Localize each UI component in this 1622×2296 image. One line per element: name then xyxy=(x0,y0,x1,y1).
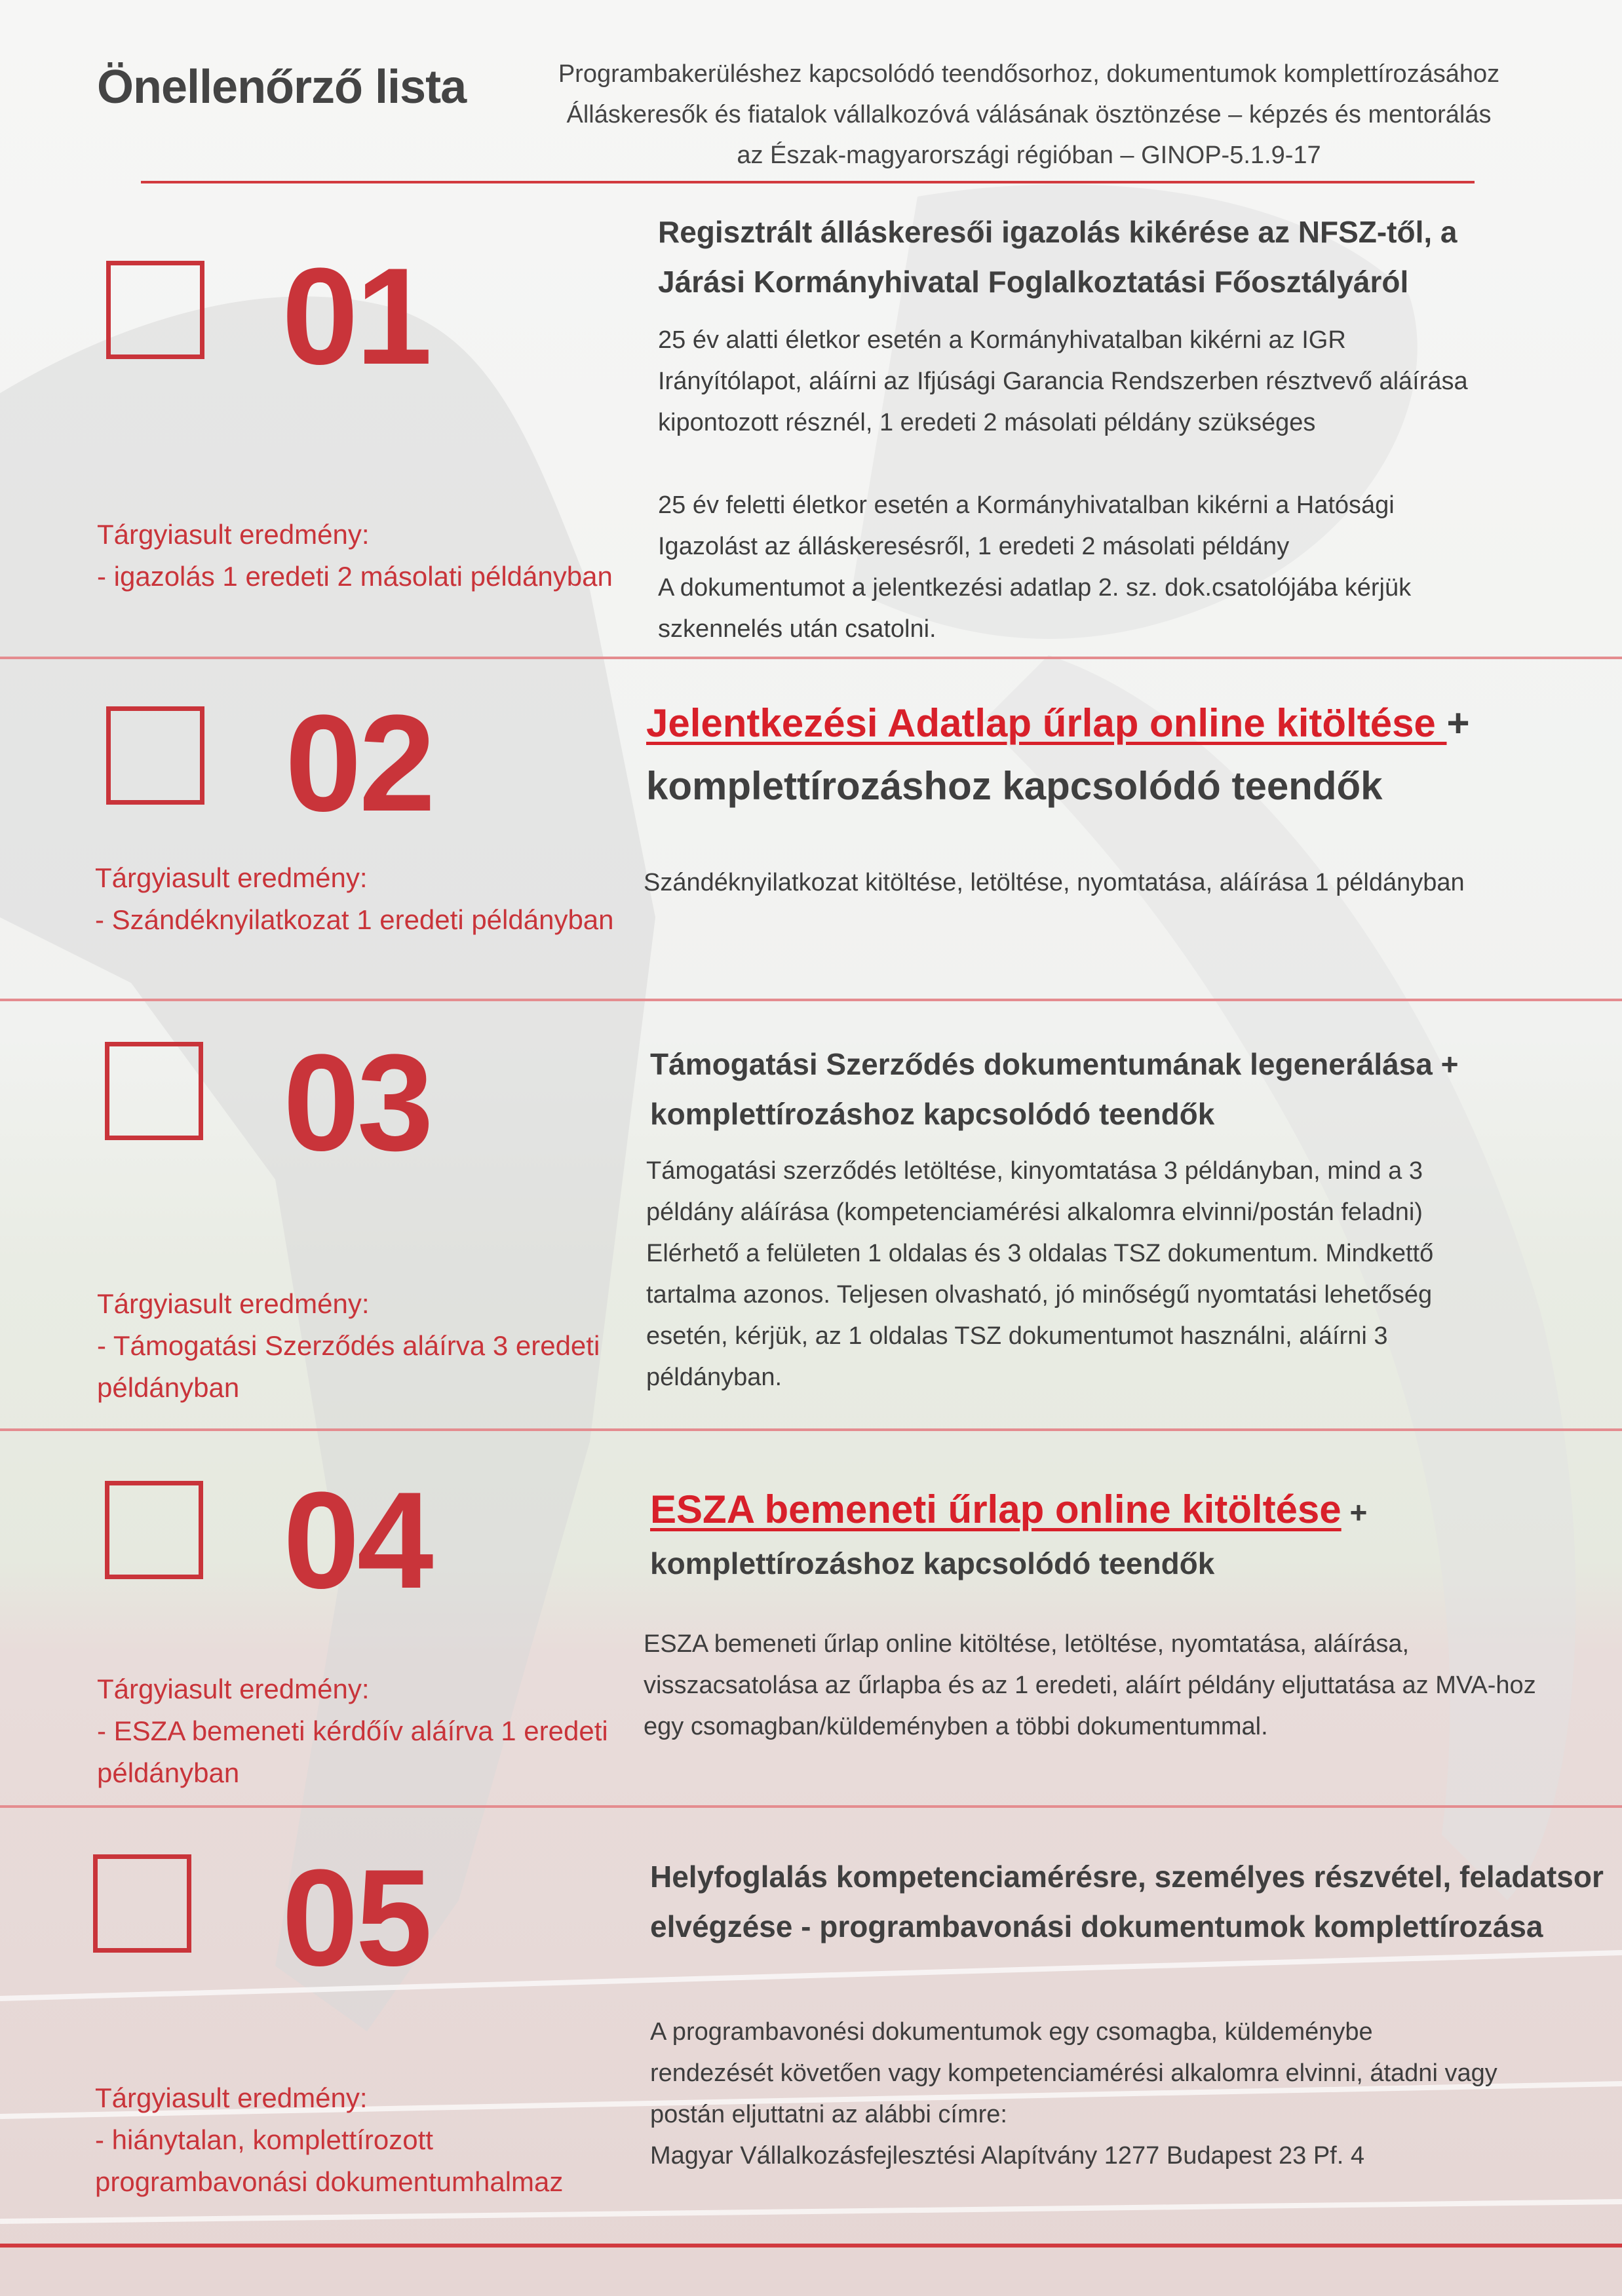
subtitle-line: Programbakerüléshez kapcsolódó teendősorhoz, dokumentumok komplettírozásához xyxy=(558,60,1500,88)
body-line: rendezését követően vagy kompetenciamérési alkalomra elvinni, átadni vagy xyxy=(650,2059,1497,2087)
checkbox-05[interactable] xyxy=(93,1854,191,1953)
heading-line: komplettírozáshoz kapcsolódó teendők xyxy=(650,1097,1215,1131)
result-text: - Támogatási Szerződés aláírva 3 eredeti xyxy=(97,1330,600,1361)
checkbox-02[interactable] xyxy=(106,706,204,805)
heading-line: elvégzése - programbavonási dokumentumok komplettírozása xyxy=(650,1909,1543,1943)
heading-line: Regisztrált álláskeresői igazolás kikérése az NFSZ-től, a xyxy=(658,215,1458,249)
body-spacer xyxy=(658,444,1468,485)
heading-line: komplettírozáshoz kapcsolódó teendők xyxy=(646,764,1383,808)
online-form-link[interactable]: ESZA bemeneti űrlap online kitöltése xyxy=(650,1487,1342,1531)
section-heading xyxy=(650,1852,1604,1951)
footer-divider xyxy=(0,2244,1622,2248)
body-line: példány aláírása (kompetenciamérési alkalomra elvinni/postán feladni) xyxy=(646,1198,1423,1226)
result-block xyxy=(95,2077,685,2203)
heading-line: Járási Kormányhivatal Foglalkoztatási Főosztályáról xyxy=(658,265,1409,299)
section-number: 02 xyxy=(285,686,433,840)
body-line: 25 év alatti életkor esetén a Kormányhivatalban kikérni az IGR xyxy=(658,326,1346,354)
body-line: példányban. xyxy=(646,1364,782,1391)
result-block xyxy=(97,1283,687,1409)
result-label: Tárgyiasult eredmény: xyxy=(95,2082,368,2113)
result-text: - ESZA bemeneti kérdőív aláírva 1 eredeti xyxy=(97,1715,608,1746)
result-text: programbavonási dokumentumhalmaz xyxy=(95,2166,564,2197)
heading-plus: + xyxy=(1341,1495,1368,1529)
result-label: Tárgyiasult eredmény: xyxy=(95,862,368,893)
body-line: tartalma azonos. Teljesen olvasható, jó minőségű nyomtatási lehetőség xyxy=(646,1281,1433,1309)
section-heading xyxy=(658,207,1458,307)
section-number: 03 xyxy=(283,1025,431,1179)
result-block xyxy=(97,514,687,598)
body-line: esetén, kérjük, az 1 oldalas TSZ dokumentumot használni, aláírni 3 xyxy=(646,1322,1388,1350)
subtitle-line: az Észak-magyarországi régióban – GINOP-5.1.9-17 xyxy=(737,142,1321,169)
heading-line: Támogatási Szerződés dokumentumának legenerálása + xyxy=(650,1047,1459,1081)
body-line: Irányítólapot, aláírni az Ifjúsági Garancia Rendszerben résztvevő aláírása xyxy=(658,368,1468,395)
section-number: 01 xyxy=(282,239,430,393)
section-divider xyxy=(0,999,1622,1001)
result-text: példányban xyxy=(97,1757,240,1788)
result-block xyxy=(97,1668,687,1794)
result-text: példányban xyxy=(97,1372,240,1403)
body-line: postán eljuttatni az alábbi címre: xyxy=(650,2101,1007,2128)
body-line: visszacsatolása az űrlapba és az 1 eredeti, aláírt példány eljuttatása az MVA-hoz xyxy=(644,1672,1536,1699)
heading-line: Helyfoglalás kompetenciamérésre, személyes részvétel, feladatsor xyxy=(650,1860,1604,1894)
section-heading xyxy=(650,1478,1367,1583)
result-label: Tárgyiasult eredmény: xyxy=(97,1288,370,1319)
checkbox-01[interactable] xyxy=(106,261,204,359)
body-line: Szándéknyilatkozat kitöltése, letöltése, nyomtatása, aláírása 1 példányban xyxy=(644,869,1465,896)
page-title: Önellenőrző lista xyxy=(97,61,467,113)
header-divider xyxy=(141,181,1475,183)
section-divider xyxy=(0,1428,1622,1431)
body-line: kipontozott résznél, 1 eredeti 2 másolati példány szükséges xyxy=(658,409,1316,436)
heading-plus: + xyxy=(1446,701,1470,745)
body-line: Magyar Vállalkozásfejlesztési Alapítvány 1277 Budapest 23 Pf. 4 xyxy=(650,2142,1364,2170)
body-line: egy csomagban/küldeményben a többi dokumentummal. xyxy=(644,1713,1268,1740)
result-text: - hiánytalan, komplettírozott xyxy=(95,2124,433,2155)
section-body xyxy=(646,1151,1433,1398)
section-body xyxy=(644,862,1465,904)
body-line: szkennelés után csatolni. xyxy=(658,615,937,643)
section-heading xyxy=(646,692,1470,818)
result-text: - igazolás 1 eredeti 2 másolati példányban xyxy=(97,561,613,592)
body-line: Elérhető a felületen 1 oldalas és 3 oldalas TSZ dokumentum. Mindkettő xyxy=(646,1240,1434,1267)
body-line: A programbavonési dokumentumok egy csomagba, küldeménybe xyxy=(650,2018,1373,2046)
page-subtitle xyxy=(472,54,1586,176)
section-number: 04 xyxy=(283,1463,431,1617)
body-line: ESZA bemeneti űrlap online kitöltése, letöltése, nyomtatása, aláírása, xyxy=(644,1630,1410,1658)
heading-line: komplettírozáshoz kapcsolódó teendők xyxy=(650,1546,1215,1580)
result-text: - Szándéknyilatkozat 1 eredeti példányban xyxy=(95,904,614,935)
checkbox-03[interactable] xyxy=(105,1042,203,1140)
section-heading xyxy=(650,1039,1459,1139)
body-line: 25 év feletti életkor esetén a Kormányhivatalban kikérni a Hatósági xyxy=(658,491,1395,519)
section-number: 05 xyxy=(282,1841,430,1995)
result-label: Tárgyiasult eredmény: xyxy=(97,1674,370,1704)
body-line: Támogatási szerződés letöltése, kinyomtatása 3 példányban, mind a 3 xyxy=(646,1157,1423,1185)
result-label: Tárgyiasult eredmény: xyxy=(97,519,370,550)
body-line: A dokumentumot a jelentkezési adatlap 2. sz. dok.csatolójába kérjük xyxy=(658,574,1412,602)
body-line: Igazolást az álláskeresésről, 1 eredeti 2 másolati példány xyxy=(658,533,1290,560)
section-divider xyxy=(0,657,1622,659)
subtitle-line: Álláskeresők és fiatalok vállalkozóvá válásának ösztönzése – képzés és mentorálás xyxy=(566,101,1492,128)
section-divider xyxy=(0,1805,1622,1808)
online-form-link[interactable]: Jelentkezési Adatlap űrlap online kitöltése xyxy=(646,701,1447,745)
result-block xyxy=(95,857,685,941)
section-body xyxy=(650,2012,1497,2177)
heading-line xyxy=(646,692,1470,755)
heading-line xyxy=(650,1478,1367,1544)
checkbox-04[interactable] xyxy=(105,1481,203,1579)
section-body xyxy=(644,1624,1536,1748)
section-body xyxy=(658,320,1468,650)
